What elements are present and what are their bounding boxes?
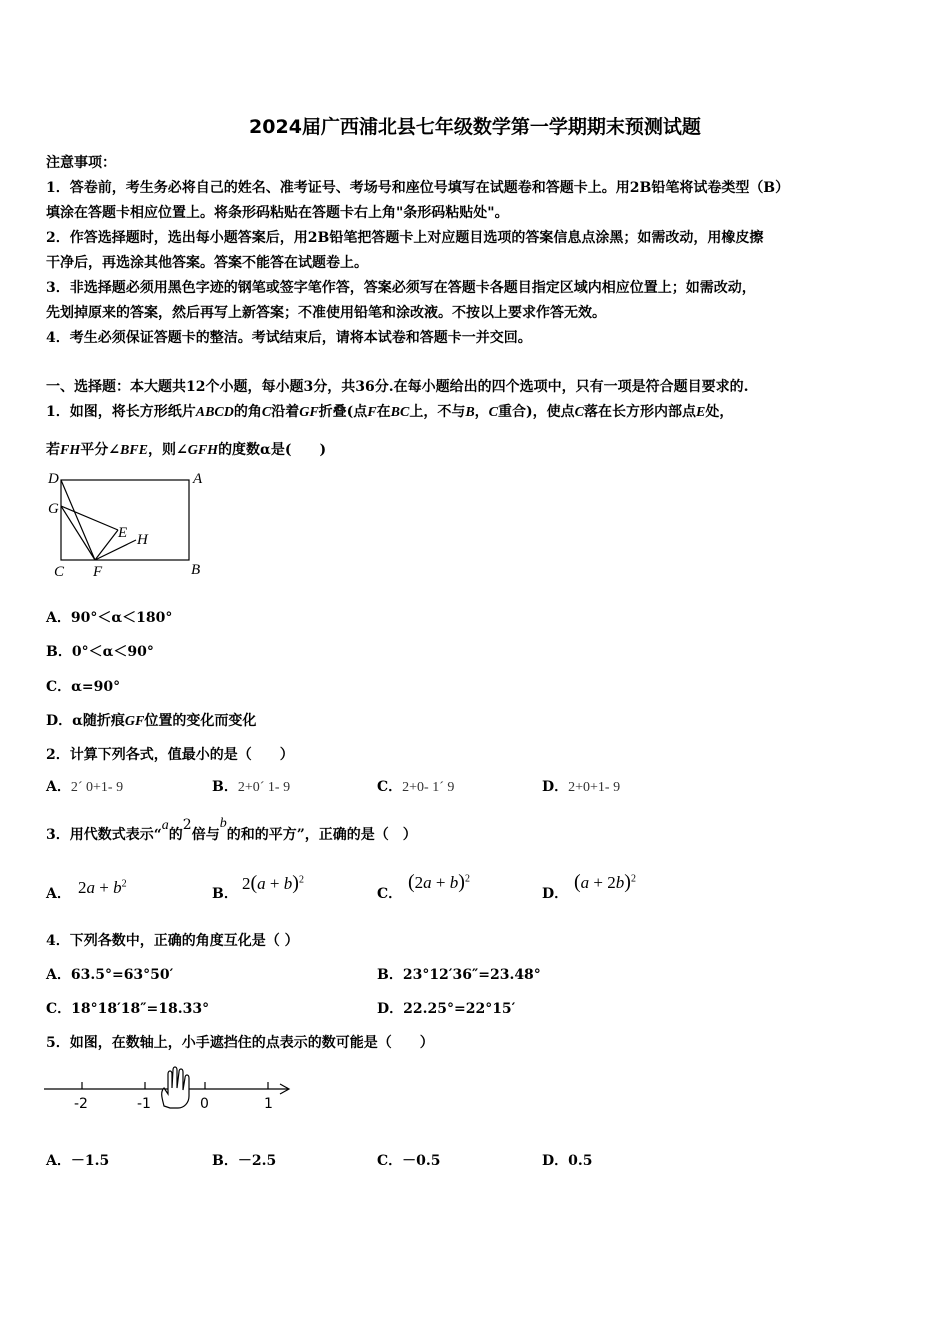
label-h: H: [137, 532, 148, 548]
q3-option-b[interactable]: B．: [212, 886, 238, 902]
q3-option-c[interactable]: C．: [377, 886, 403, 902]
q5-option-a[interactable]: A．－1.5: [46, 1153, 110, 1169]
q3-stem: 3．用代数式表示“a的2倍与b的和的平方”，正确的是（ ）: [46, 816, 417, 843]
label-f: F: [93, 564, 103, 580]
q3-option-d[interactable]: D．: [542, 886, 569, 902]
q3-expr-d: $(a + 2b)^2$: [574, 871, 636, 893]
q5-option-d[interactable]: D．0.5: [542, 1153, 593, 1169]
q4-stem: 4．下列各数中，正确的角度互化是（ ）: [46, 933, 299, 949]
q1-stem-line2: 若FH平分∠BFE，则∠GFH的度数α是( ): [46, 442, 327, 458]
label-e: E: [118, 525, 128, 541]
q5-option-c[interactable]: C．－0.5: [377, 1153, 441, 1169]
q3-expr-c: $(2a + b)^2$: [408, 871, 470, 893]
q2-option-c[interactable]: C．2+0- 1´ 9: [377, 779, 455, 795]
tick-label: -1: [137, 1096, 151, 1112]
q1-option-d[interactable]: D．α随折痕GF位置的变化而变化: [46, 713, 257, 729]
notice-line: 先划掉原来的答案，然后再写上新答案；不准使用铅笔和涂改液。不按以上要求作答无效。: [46, 305, 606, 321]
label-c: C: [54, 564, 65, 580]
q4-option-c[interactable]: C．18°18′18″=18.33°: [46, 1001, 210, 1017]
q1-rectangle-figure: [40, 466, 215, 581]
q5-stem: 5．如图，在数轴上，小手遮挡住的点表示的数可能是（ ）: [46, 1035, 434, 1051]
notice-line: 3．非选择题必须用黑色字迹的钢笔或签字笔作答，答案必须写在答题卡各题目指定区域内相应位置上；如需改动，: [46, 280, 756, 296]
notice-line: 1．答卷前，考生务必将自己的姓名、准考证号、考场号和座位号填写在试题卷和答题卡上。用2B铅笔将试卷类型（B）: [46, 180, 790, 196]
q4-option-d[interactable]: D．22.25°=22°15′: [377, 1001, 516, 1017]
notice-line: 填涂在答题卡相应位置上。将条形码粘贴在答题卡右上角"条形码粘贴处"。: [46, 205, 509, 221]
q3-option-a[interactable]: A．: [46, 886, 71, 902]
q5-option-b[interactable]: B．－2.5: [212, 1153, 277, 1169]
label-a: A: [193, 471, 203, 487]
notice-line: 2．作答选择题时，选出每小题答案后，用2B铅笔把答题卡上对应题目选项的答案信息点涂黑；如需改动，用橡皮擦: [46, 230, 764, 246]
tick-label: -2: [74, 1096, 88, 1112]
hand-icon: [162, 1067, 189, 1108]
q3-expr-b: $2(a + b)^2$: [242, 872, 304, 894]
q5-number-line-figure: [44, 1058, 294, 1118]
label-g: G: [48, 501, 59, 517]
q1-option-c[interactable]: C．α=90°: [46, 679, 121, 695]
q2-stem: 2．计算下列各式，值最小的是（ ）: [46, 747, 294, 763]
tick-label: 1: [264, 1096, 273, 1112]
label-d: D: [48, 471, 59, 487]
q3-expr-a: $2a + b^2$: [78, 878, 127, 897]
q1-option-a[interactable]: A．90°＜α＜180°: [46, 610, 173, 626]
q1-option-b[interactable]: B．0°＜α＜90°: [46, 644, 154, 660]
notice-line: 干净后，再选涂其他答案。答案不能答在试题卷上。: [46, 255, 368, 271]
q2-option-b[interactable]: B．2+0´ 1- 9: [212, 779, 291, 795]
q2-option-a[interactable]: A．2´ 0+1- 9: [46, 779, 124, 795]
page-title: 2024届广西浦北县七年级数学第一学期期末预测试题: [249, 116, 701, 138]
notice-line: 4．考生必须保证答题卡的整洁。考试结束后，请将本试卷和答题卡一并交回。: [46, 330, 532, 346]
q2-option-d[interactable]: D．2+0+1- 9: [542, 779, 621, 795]
q4-option-a[interactable]: A．63.5°=63°50′: [46, 967, 174, 983]
section-heading: 一、选择题：本大题共12个小题，每小题3分，共36分.在每小题给出的四个选项中，只有一项是符合题目要求的.: [46, 379, 749, 395]
q1-stem-line1: 1．如图，将长方形纸片ABCD的角C沿着GF折叠(点F在BC上，不与B，C重合)，使点C落在长方形内部点E处，: [46, 404, 734, 420]
label-b: B: [191, 562, 201, 578]
tick-label: 0: [200, 1096, 209, 1112]
q4-option-b[interactable]: B．23°12′36″=23.48°: [377, 967, 541, 983]
notice-heading: 注意事项：: [46, 155, 116, 171]
